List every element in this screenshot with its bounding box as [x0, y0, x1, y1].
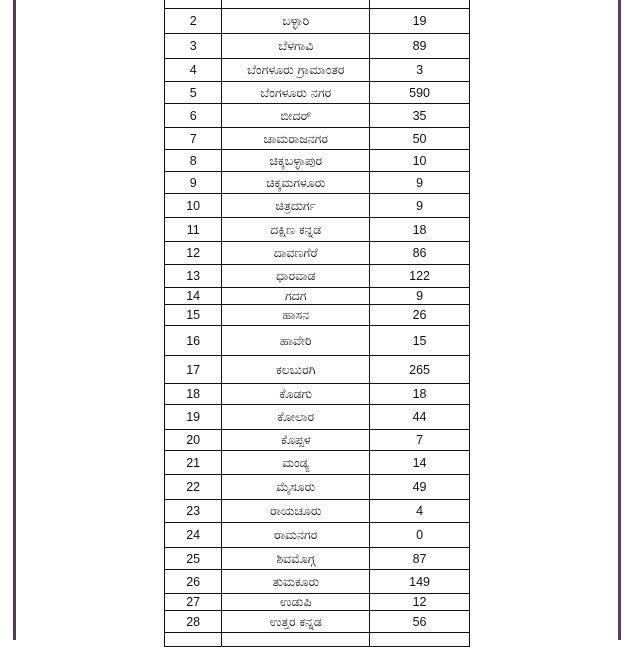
- table-row: [165, 194, 470, 218]
- serial-number-cell: 24: [165, 523, 222, 548]
- serial-number-cell: 2: [165, 9, 222, 34]
- count-cell: 4: [370, 500, 470, 523]
- district-name-cell: ಬೀದರ್: [222, 104, 370, 128]
- count-cell: 7: [370, 430, 470, 451]
- serial-number-cell: 26: [165, 570, 222, 594]
- count-cell: 265: [370, 356, 470, 384]
- table-row: [165, 0, 470, 9]
- serial-number-cell: 4: [165, 59, 222, 82]
- table-row: [165, 384, 470, 405]
- table-row: [165, 104, 470, 128]
- district-name-cell: ಕಲಬುರಗಿ: [222, 356, 370, 384]
- serial-number-cell: 16: [165, 326, 222, 356]
- table-row: [165, 356, 470, 384]
- serial-number-cell: 10: [165, 194, 222, 218]
- serial-number-cell: 12: [165, 242, 222, 265]
- serial-number-cell: 25: [165, 548, 222, 570]
- district-name-cell: ಬಳ್ಳಾರಿ: [222, 9, 370, 34]
- serial-number-cell: 20: [165, 430, 222, 451]
- district-name-cell: ಚಾಮರಾಜನಗರ: [222, 128, 370, 150]
- serial-number-cell: 3: [165, 34, 222, 59]
- count-cell: 0: [370, 523, 470, 548]
- serial-number-cell: 28: [165, 611, 222, 633]
- serial-number-cell: 22: [165, 475, 222, 500]
- count-cell: 18: [370, 384, 470, 405]
- district-name-cell: ಕೊಡಗು: [222, 384, 370, 405]
- count-cell: 590: [370, 82, 470, 104]
- district-name-cell: ಮಂಡ್ಯ: [222, 451, 370, 475]
- table-row: [165, 500, 470, 523]
- table-row: [165, 34, 470, 59]
- count-cell: 44: [370, 405, 470, 430]
- table-row: [165, 265, 470, 288]
- count-cell: [370, 0, 470, 9]
- count-cell: 9: [370, 288, 470, 305]
- table-row: [165, 288, 470, 305]
- table-row: [165, 475, 470, 500]
- district-name-cell: ದಾವಣಗೆರೆ: [222, 242, 370, 265]
- district-name-cell: ಶಿವಮೊಗ್ಗ: [222, 548, 370, 570]
- table-row: [165, 430, 470, 451]
- district-name-cell: ಮೈಸೂರು: [222, 475, 370, 500]
- table-row: [165, 326, 470, 356]
- district-name-cell: ಧಾರವಾಡ: [222, 265, 370, 288]
- serial-number-cell: 18: [165, 384, 222, 405]
- count-cell: 15: [370, 326, 470, 356]
- page-border-left: [13, 0, 16, 640]
- count-cell: 18: [370, 218, 470, 242]
- serial-number-cell: 6: [165, 104, 222, 128]
- table-row: [165, 242, 470, 265]
- serial-number-cell: 15: [165, 305, 222, 326]
- table-row: [165, 570, 470, 594]
- district-name-cell: ಉತ್ತರ ಕನ್ನಡ: [222, 611, 370, 633]
- district-name-cell: ಚಿಕ್ಕಮಗಳೂರು: [222, 172, 370, 194]
- district-name-cell: ಚಿಕ್ಕಬಳ್ಳಾಪುರ: [222, 150, 370, 172]
- district-name-cell: ಗದಗ: [222, 288, 370, 305]
- serial-number-cell: 7: [165, 128, 222, 150]
- count-cell: 12: [370, 594, 470, 611]
- serial-number-cell: 14: [165, 288, 222, 305]
- district-name-cell: ಹಾವೇರಿ: [222, 326, 370, 356]
- count-cell: 14: [370, 451, 470, 475]
- district-name-cell: ತುಮಕೂರು: [222, 570, 370, 594]
- table-row: [165, 128, 470, 150]
- table-row: [165, 405, 470, 430]
- serial-number-cell: 27: [165, 594, 222, 611]
- serial-number-cell: [165, 0, 222, 9]
- table-body: [165, 0, 470, 647]
- district-name-cell: ಕೊಪ್ಪಳ: [222, 430, 370, 451]
- count-cell: 9: [370, 194, 470, 218]
- table-row: [165, 218, 470, 242]
- table-row: [165, 82, 470, 104]
- serial-number-cell: 13: [165, 265, 222, 288]
- district-name-cell: [222, 0, 370, 9]
- district-name-cell: ಉಡುಪಿ: [222, 594, 370, 611]
- count-cell: 56: [370, 611, 470, 633]
- district-name-cell: ಬೆಳಗಾವಿ: [222, 34, 370, 59]
- table-row: [165, 594, 470, 611]
- count-cell: 10: [370, 150, 470, 172]
- table-row: [165, 523, 470, 548]
- count-cell: 9: [370, 172, 470, 194]
- district-name-cell: ಬೆಂಗಳೂರು ಗ್ರಾಮಾಂತರ: [222, 59, 370, 82]
- count-cell: 50: [370, 128, 470, 150]
- district-name-cell: ಕೋಲಾರ: [222, 405, 370, 430]
- page-border-right: [618, 0, 621, 640]
- district-name-cell: ರಾಯಚೂರು: [222, 500, 370, 523]
- table-row: [165, 611, 470, 633]
- count-cell: 86: [370, 242, 470, 265]
- count-cell: 122: [370, 265, 470, 288]
- district-name-cell: ಚಿತ್ರದುರ್ಗ: [222, 194, 370, 218]
- district-name-cell: ರಾಮನಗರ: [222, 523, 370, 548]
- table-row: [165, 150, 470, 172]
- count-cell: 19: [370, 9, 470, 34]
- district-name-cell: ದಕ್ಷಿಣ ಕನ್ನಡ: [222, 218, 370, 242]
- district-name-cell: ಹಾಸನ: [222, 305, 370, 326]
- district-name-cell: ಬೆಂಗಳೂರು ನಗರ: [222, 82, 370, 104]
- count-cell: 35: [370, 104, 470, 128]
- serial-number-cell: 17: [165, 356, 222, 384]
- count-cell: 149: [370, 570, 470, 594]
- table-row: [165, 59, 470, 82]
- serial-number-cell: 19: [165, 405, 222, 430]
- count-cell: 3: [370, 59, 470, 82]
- serial-number-cell: 23: [165, 500, 222, 523]
- serial-number-cell: 11: [165, 218, 222, 242]
- district-count-table: [164, 0, 470, 647]
- serial-number-cell: 21: [165, 451, 222, 475]
- table-row: [165, 548, 470, 570]
- serial-number-cell: 5: [165, 82, 222, 104]
- count-cell: 26: [370, 305, 470, 326]
- count-cell: 89: [370, 34, 470, 59]
- table-row: [165, 9, 470, 34]
- table-row: [165, 451, 470, 475]
- count-cell: 87: [370, 548, 470, 570]
- serial-number-cell: 9: [165, 172, 222, 194]
- serial-number-cell: 8: [165, 150, 222, 172]
- count-cell: 49: [370, 475, 470, 500]
- table-row: [165, 305, 470, 326]
- table-row: [165, 172, 470, 194]
